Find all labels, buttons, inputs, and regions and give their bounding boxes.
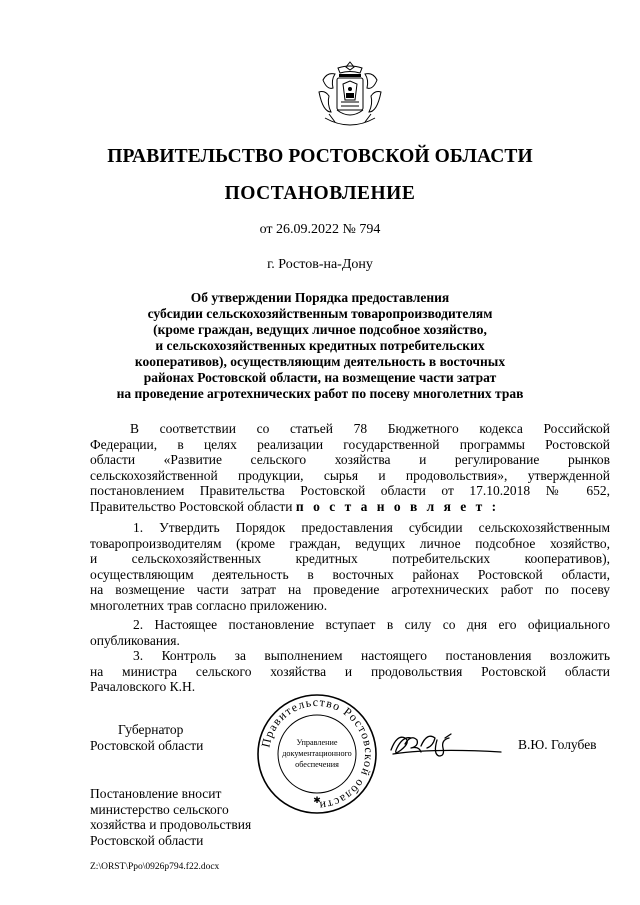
decree-item-2 bbox=[90, 617, 610, 648]
stamp-center-line: Управление bbox=[296, 738, 338, 747]
subject-line: субсидии сельскохозяйственным товаропроизводителям bbox=[147, 306, 493, 321]
subject-line: Об утверждении Порядка предоставления bbox=[190, 290, 450, 305]
subject-line: и сельскохозяйственных кредитных потребительских bbox=[155, 338, 485, 353]
note-line: Постановление вносит bbox=[90, 786, 222, 801]
position-line: Губернатор bbox=[118, 722, 184, 737]
decree-item-1 bbox=[90, 520, 610, 614]
preamble-final-line bbox=[90, 499, 610, 515]
signatory-name: В.Ю. Голубев bbox=[518, 737, 597, 752]
subject-line: (кроме граждан, ведущих личное подсобное хозяйство, bbox=[153, 322, 487, 337]
document-subject bbox=[80, 290, 560, 402]
coat-of-arms-icon bbox=[313, 58, 387, 132]
item-line: осуществляющим деятельность в восточных районах Ростовской области, bbox=[90, 566, 610, 582]
item-line: и сельскохозяйственных кредитных потребительских кооперативов), bbox=[90, 551, 610, 567]
handwritten-signature-icon bbox=[385, 724, 505, 764]
stamp-center-line: документационного bbox=[282, 749, 352, 758]
item-line: опубликования. bbox=[90, 632, 180, 648]
preamble-line: Федерации, в целях реализации государственной программы Ростовской bbox=[90, 436, 610, 452]
subject-line: районах Ростовской области, на возмещение части затрат bbox=[143, 370, 497, 385]
note-line: министерство сельского bbox=[90, 801, 229, 817]
official-stamp-icon bbox=[255, 692, 379, 816]
svg-text:✱: ✱ bbox=[313, 796, 321, 806]
document-type: ПОСТАНОВЛЕНИЕ bbox=[224, 183, 416, 204]
item-line: на возмещение части затрат на проведение агротехнических работ по посеву bbox=[90, 582, 610, 598]
stamp-ring-text: Правительство Ростовской области bbox=[258, 694, 377, 814]
government-title: ПРАВИТЕЛЬСТВО РОСТОВСКОЙ ОБЛАСТИ bbox=[107, 146, 533, 167]
item-line: товаропроизводителям (кроме граждан, ведущих личное подсобное хозяйство, bbox=[90, 535, 610, 551]
preamble-line: В соответствии со статьей 78 Бюджетного кодекса Российской bbox=[130, 421, 610, 436]
subject-line: кооперативов), осуществляющим деятельность в восточных bbox=[134, 354, 506, 369]
item-line: 3. Контроль за выполнением настоящего постановления возложить bbox=[133, 648, 610, 663]
subject-line: на проведение агротехнических работ по посеву многолетних трав bbox=[116, 386, 524, 401]
document-date-number: от 26.09.2022 № 794 bbox=[259, 222, 381, 237]
preamble-line: Правительство Ростовской области bbox=[90, 498, 293, 514]
preamble-line: области «Развитие сельского хозяйства и регулирование рынков bbox=[90, 452, 610, 468]
item-line: многолетних трав согласно приложению. bbox=[90, 597, 328, 613]
introduced-by-note bbox=[90, 786, 251, 848]
decree-item-3 bbox=[90, 648, 610, 695]
preamble-paragraph bbox=[90, 421, 610, 515]
position-line: Ростовской области bbox=[90, 738, 204, 753]
item-line: 2. Настоящее постановление вступает в силу со дня его официального bbox=[133, 617, 610, 632]
item-line: 1. Утвердить Порядок предоставления субсидии сельскохозяйственным bbox=[133, 520, 610, 535]
decree-word: п о с т а н о в л я е т : bbox=[295, 498, 500, 514]
item-line: на министра сельского хозяйства и продовольствия Ростовской области bbox=[90, 663, 610, 679]
item-line: Рачаловского К.Н. bbox=[90, 679, 196, 695]
note-line: хозяйства и продовольствия bbox=[90, 817, 252, 833]
stamp-center-line: обеспечения bbox=[295, 760, 339, 769]
document-city: г. Ростов-на-Дону bbox=[267, 257, 373, 272]
signatory-position bbox=[90, 722, 203, 754]
preamble-line: сельскохозяйственной продукции, сырья и продовольствия», утвержденной bbox=[90, 467, 610, 483]
file-path: Z:\ORST\Ppo\0926p794.f22.docx bbox=[90, 862, 220, 872]
note-line: Ростовской области bbox=[90, 832, 204, 848]
preamble-line: постановлением Правительства Ростовской области от 17.10.2018 № 652, bbox=[90, 483, 610, 499]
